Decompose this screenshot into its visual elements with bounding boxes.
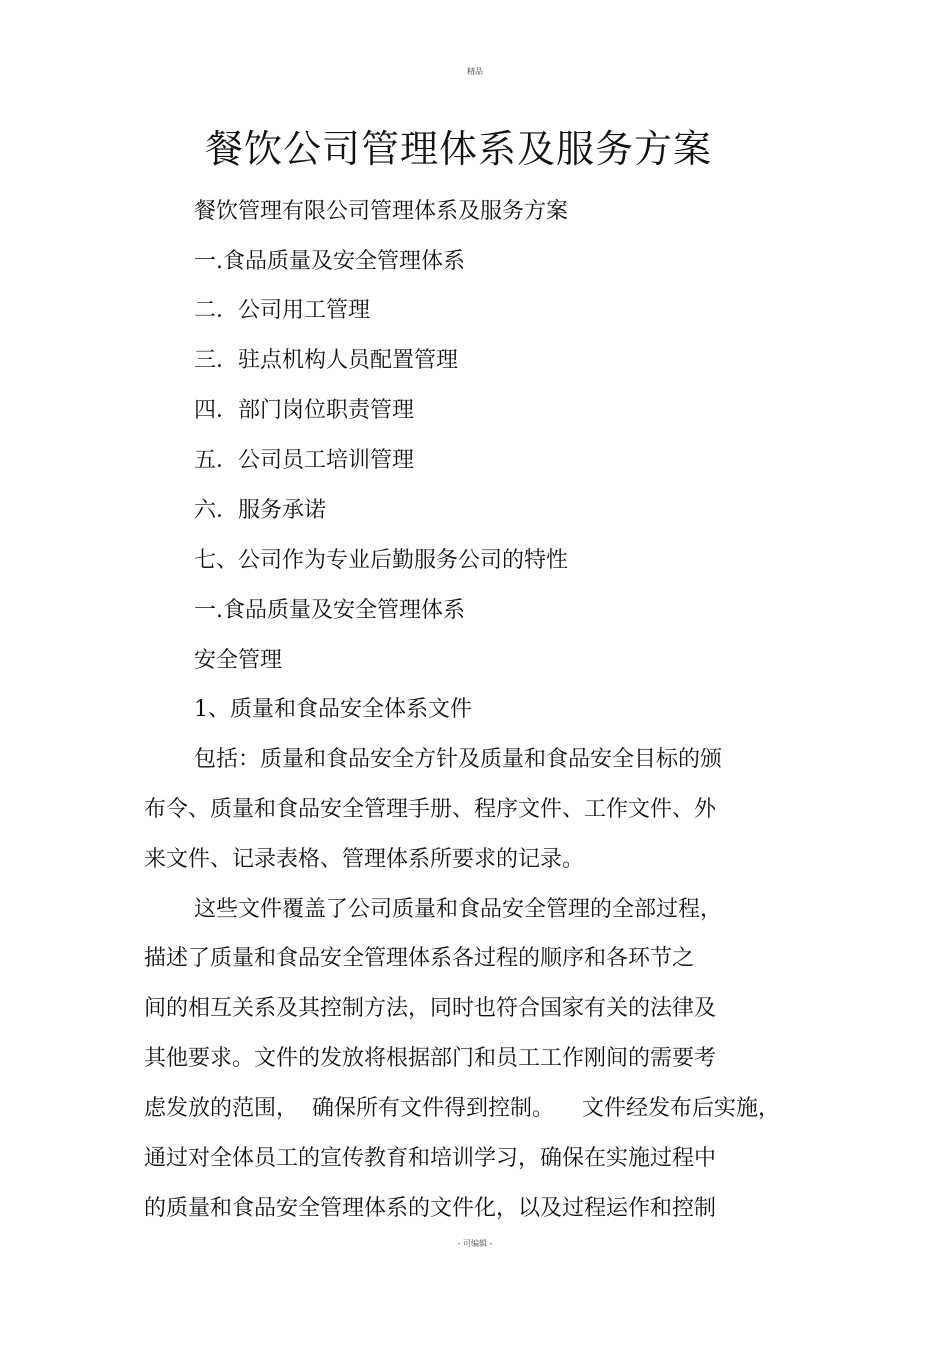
toc-item-2: 二．公司用工管理 — [194, 298, 371, 323]
paragraph-2-line: 的质量和食品安全管理体系的文件化，以及过程运作和控制 — [144, 1196, 717, 1221]
paragraph-1-line: 布令、质量和食品安全管理手册、程序文件、工作文件、外 — [144, 797, 717, 822]
section-heading: 一.食品质量及安全管理体系 — [194, 598, 465, 623]
toc-item-7: 七、公司作为专业后勤服务公司的特性 — [194, 548, 569, 573]
toc-item-6: 六．服务承诺 — [194, 498, 327, 523]
toc-item-3: 三．驻点机构人员配置管理 — [194, 348, 459, 373]
paragraph-1-line: 来文件、记录表格、管理体系所要求的记录。 — [144, 847, 585, 872]
paragraph-2-line: 这些文件覆盖了公司质量和食品安全管理的全部过程， — [194, 897, 723, 922]
item-heading: 1、质量和食品安全体系文件 — [194, 697, 472, 722]
paragraph-2-line: 间的相互关系及其控制方法，同时也符合国家有关的法律及 — [144, 996, 717, 1021]
paragraph-2-line: 虑发放的范围， 确保所有文件得到控制。 文件经发布后实施， — [144, 1096, 780, 1121]
sub-heading: 安全管理 — [194, 648, 283, 673]
page-header: 精品 — [467, 67, 483, 76]
toc-item-4: 四．部门岗位职责管理 — [194, 398, 415, 423]
toc-item-1: 一.食品质量及安全管理体系 — [194, 249, 465, 274]
toc-item-5: 五．公司员工培训管理 — [194, 448, 415, 473]
document-subtitle: 餐饮管理有限公司管理体系及服务方案 — [194, 199, 569, 224]
document-title: 餐饮公司管理体系及服务方案 — [204, 127, 712, 171]
paragraph-2-line: 描述了质量和食品安全管理体系各过程的顺序和各环节之 — [144, 946, 695, 971]
paragraph-2-line: 其他要求。文件的发放将根据部门和员工工作刚间的需要考 — [144, 1046, 717, 1071]
paragraph-1-line: 包括：质量和食品安全方针及质量和食品安全目标的颁 — [194, 747, 723, 772]
page-footer: - 可编辑 - — [457, 1239, 493, 1248]
paragraph-2-line: 通过对全体员工的宣传教育和培训学习，确保在实施过程中 — [144, 1146, 717, 1171]
